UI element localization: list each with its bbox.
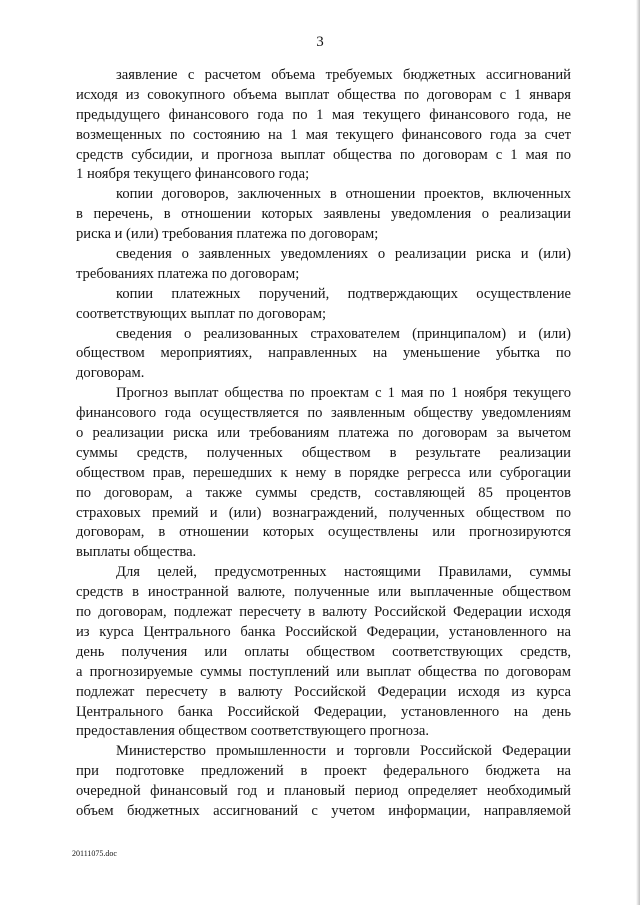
text-line: Прогноз выплат общества по проектам с 1 мая по 1 ноября текущего <box>116 385 571 402</box>
text-line: Для целей, предусмотренных настоящими Правилами, суммы <box>116 564 571 581</box>
text-line: 1 ноября текущего финансового года; <box>76 166 310 183</box>
text-line: копии платежных поручений, подтверждающих осуществление <box>116 285 571 302</box>
page-number: 3 <box>316 34 324 50</box>
text-line: сведения о заявленных уведомлениях о реализации риска и (или) <box>116 246 571 263</box>
footer-filename: 20111075.doc <box>72 849 117 858</box>
text-line: сведения о реализованных страхователем (принципалом) и (или) <box>116 325 571 342</box>
text-line: по договорам, а также суммы средств, составляющей 85 процентов <box>76 484 571 501</box>
text-line: Центрального банка Российской Федерации, установленного на день <box>76 703 571 720</box>
text-line: предоставления обществом соответствующего прогноза. <box>76 723 429 740</box>
text-line: день получения или оплаты обществом соответствующих средств, <box>76 643 571 660</box>
text-line: заявление с расчетом объема требуемых бюджетных ассигнований <box>116 67 571 83</box>
text-line: обществом прав, перешедших к нему в порядке регресса или суброгации <box>76 464 571 481</box>
text-line: предыдущего финансового года по 1 мая текущего финансового года, не <box>76 106 571 123</box>
text-line: средств в иностранной валюте, полученные или выплаченные обществом <box>76 584 571 601</box>
text-line: исходя из совокупного объема выплат общества по договорам с 1 января <box>76 86 571 103</box>
text-line: при подготовке предложений в проект федерального бюджета на <box>76 763 571 780</box>
text-line: выплаты общества. <box>76 544 197 561</box>
text-line: средств субсидии, и прогноза выплат общества по договорам с 1 мая по <box>76 146 571 163</box>
text-line: Министерство промышленности и торговли Российской Федерации <box>116 743 571 760</box>
text-line: требованиях платежа по договорам; <box>76 265 300 282</box>
text-line: очередной финансовый год и плановый период определяет необходимый <box>76 783 571 800</box>
text-line: страховых премий и (или) вознаграждений, полученных обществом по <box>76 504 571 521</box>
text-line: подлежат пересчету в валюту Российской Федерации исходя из курса <box>76 683 571 700</box>
text-line: возмещенных по состоянию на 1 мая текущего финансового года за счет <box>76 126 571 143</box>
body-text <box>76 66 571 822</box>
text-line: а прогнозируемые суммы поступлений или выплат общества по договорам <box>76 663 571 680</box>
text-line: финансового года осуществляется по заявленным обществу уведомлениям <box>76 405 571 422</box>
text-line: договорам. <box>76 365 145 382</box>
text-line: о реализации риска или требованиям платежа по договорам за вычетом <box>76 425 571 442</box>
text-line: соответствующих выплат по договорам; <box>76 305 326 322</box>
text-line: из курса Центрального банка Российской Федерации, установленного на <box>76 623 571 640</box>
text-line: риска и (или) требования платежа по договорам; <box>76 226 379 243</box>
text-line: копии договоров, заключенных в отношении проектов, включенных <box>116 186 571 203</box>
text-line: в перечень, в отношении которых заявлены уведомления о реализации <box>76 206 571 223</box>
text-line: объем бюджетных ассигнований с учетом информации, направляемой <box>76 802 571 819</box>
text-line: суммы средств, полученных обществом в результате реализации <box>76 444 571 461</box>
text-line: по договорам, подлежат пересчету в валюту Российской Федерации исходя <box>76 604 571 621</box>
text-line: обществом мероприятиях, направленных на уменьшение убытка по <box>76 345 571 362</box>
scan-edge-shadow <box>636 0 640 905</box>
text-line: договорам, в отношении которых осуществлены или прогнозируются <box>76 524 571 541</box>
